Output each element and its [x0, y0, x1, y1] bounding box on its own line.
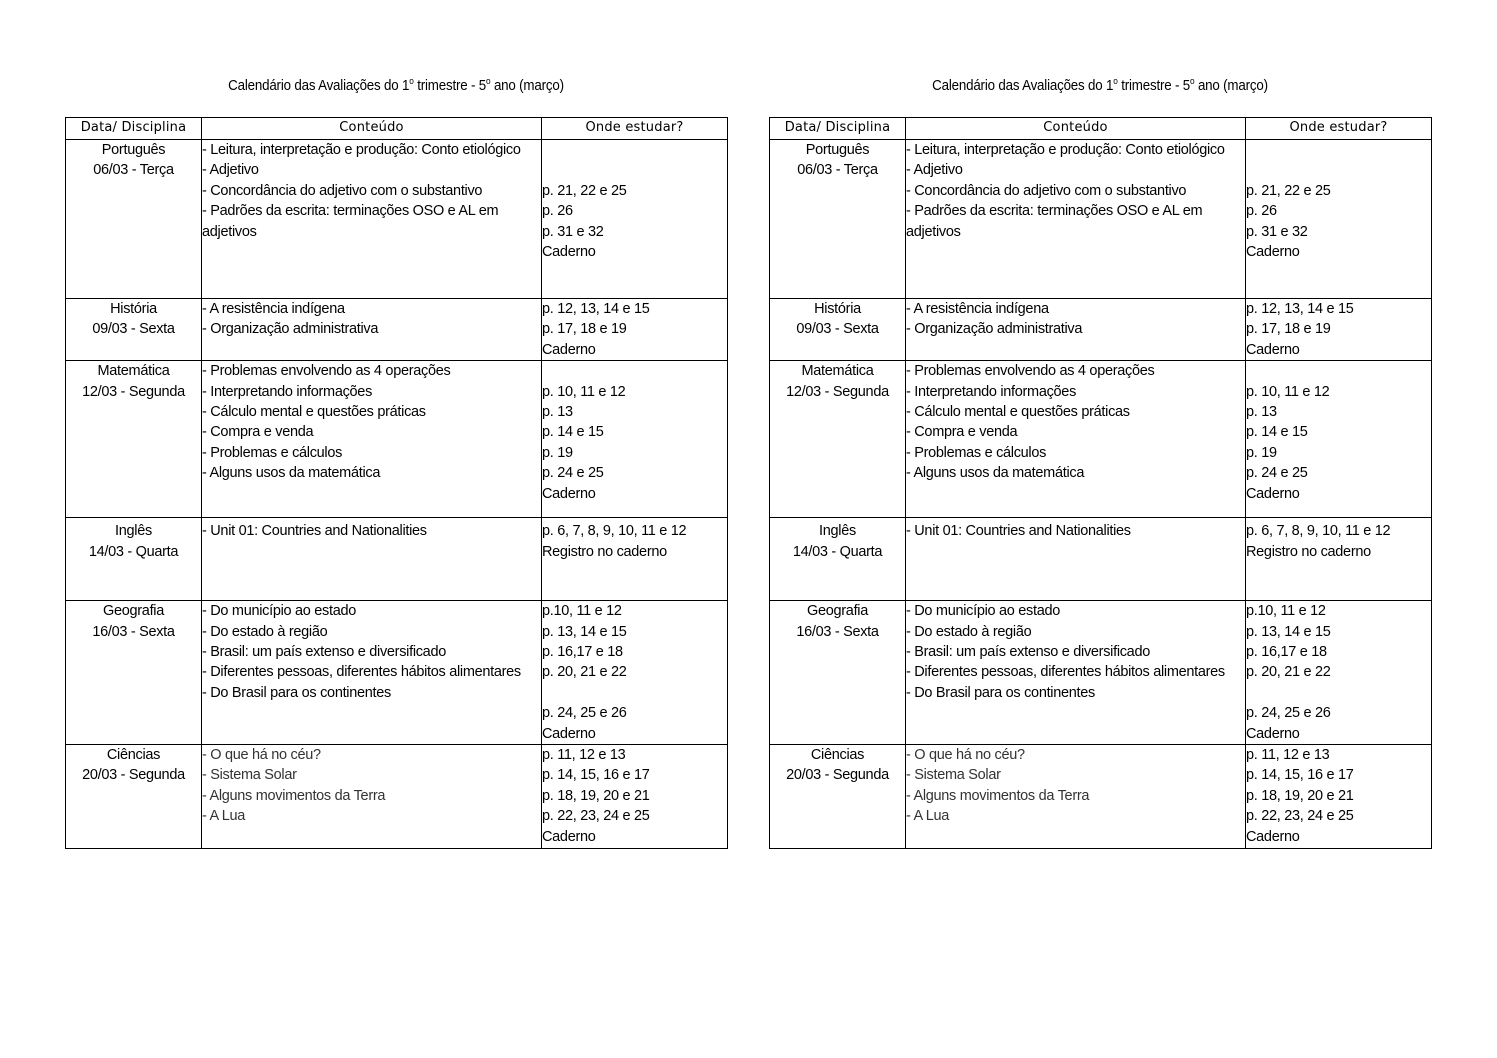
- where-item: [1246, 361, 1431, 381]
- content-item: - O que há no céu?: [906, 747, 1025, 764]
- content-item: - A Lua: [906, 808, 950, 825]
- where-item: p. 16,17 e 18: [1246, 644, 1327, 661]
- where-item: p. 19: [542, 444, 573, 461]
- exam-date: 14/03 - Quarta: [792, 543, 883, 560]
- subject-name: Português: [101, 142, 166, 158]
- content-cell: [906, 299, 1246, 361]
- where-cell: [1246, 518, 1432, 601]
- content-item: - Cálculo mental e questões práticas: [202, 404, 426, 421]
- content-item: - O que há no céu?: [202, 747, 321, 764]
- where-item: p. 13, 14 e 15: [1246, 623, 1331, 640]
- content-item: - Cálculo mental e questões práticas: [906, 404, 1130, 421]
- table-row: [770, 601, 1432, 745]
- subject-name: Português: [805, 142, 870, 158]
- exam-date: 09/03 - Sexta: [796, 321, 879, 338]
- where-item: [1246, 140, 1431, 160]
- where-item: p. 16,17 e 18: [542, 644, 623, 661]
- where-cell: [542, 518, 728, 601]
- subject-cell: [770, 299, 906, 361]
- content-item: - Interpretando informações: [906, 383, 1077, 400]
- header-content: Conteúdo: [906, 118, 1246, 140]
- where-item: Registro no caderno: [542, 543, 667, 560]
- where-item: p. 14, 15, 16 e 17: [1246, 767, 1354, 784]
- content-cell: [202, 601, 542, 745]
- content-item: - A Lua: [202, 808, 246, 825]
- content-item: - Interpretando informações: [202, 383, 373, 400]
- subject-name: Matemática: [97, 363, 170, 380]
- subject-cell: [66, 518, 202, 601]
- subject-name: História: [814, 301, 861, 317]
- header-row: [66, 118, 728, 140]
- where-item: Caderno: [1246, 341, 1300, 358]
- where-item: Caderno: [542, 341, 596, 358]
- subject-cell: [770, 745, 906, 849]
- table-row: [66, 361, 728, 518]
- content-item: - Compra e venda: [906, 424, 1018, 441]
- content-item: - Problemas e cálculos: [202, 444, 343, 461]
- content-item: - Brasil: um país extenso e diversificado: [906, 644, 1150, 661]
- table-row: [66, 299, 728, 361]
- subject-cell: [66, 361, 202, 518]
- where-item: p. 17, 18 e 19: [542, 321, 627, 338]
- content-item: - Do Brasil para os continentes: [906, 684, 1095, 701]
- where-item: p. 14 e 15: [1246, 424, 1308, 441]
- content-cell: [202, 518, 542, 601]
- where-item: Registro no caderno: [1246, 543, 1371, 560]
- content-item: - A resistência indígena: [202, 301, 345, 317]
- page-title: Calendário das Avaliações do 1$^o$ trimestre - 5$^o$ ano (março): [228, 76, 564, 94]
- where-item: p. 21, 22 e 25: [1246, 182, 1331, 199]
- subject-cell: [66, 140, 202, 299]
- where-item: p. 24, 25 e 26: [542, 705, 627, 722]
- content-cell: [202, 745, 542, 849]
- table-row: [770, 140, 1432, 299]
- header-date-subject: Data/ Disciplina: [66, 118, 202, 140]
- content-cell: [906, 361, 1246, 518]
- content-item: - Leitura, interpretação e produção: Conto etiológico: [202, 142, 521, 158]
- subject-name: Geografia: [103, 603, 164, 620]
- header-where: Onde estudar?: [542, 118, 728, 140]
- where-item: p. 18, 19, 20 e 21: [1246, 787, 1354, 804]
- content-item: - Alguns usos da matemática: [906, 465, 1085, 482]
- content-item: - A resistência indígena: [906, 301, 1049, 317]
- table-row: [66, 601, 728, 745]
- where-item: p. 24 e 25: [1246, 465, 1308, 482]
- content-item: - Padrões da escrita: terminações OSO e AL em adjetivos: [906, 203, 1203, 240]
- header-where: Onde estudar?: [1246, 118, 1432, 140]
- subject-cell: [770, 361, 906, 518]
- table-row: [66, 745, 728, 849]
- exam-date: 14/03 - Quarta: [88, 543, 179, 560]
- exam-date: 16/03 - Sexta: [796, 623, 879, 640]
- content-item: - Diferentes pessoas, diferentes hábitos alimentares: [202, 664, 521, 681]
- where-cell: [542, 299, 728, 361]
- content-item: - Organização administrativa: [202, 321, 379, 338]
- where-cell: [1246, 745, 1432, 849]
- table-row: [770, 745, 1432, 849]
- content-item: - Do estado à região: [906, 623, 1032, 640]
- table-row: [770, 361, 1432, 518]
- where-item: [542, 160, 727, 180]
- subject-cell: [66, 745, 202, 849]
- content-item: - Compra e venda: [202, 424, 314, 441]
- where-item: p. 31 e 32: [542, 223, 604, 240]
- content-item: - Problemas envolvendo as 4 operações: [906, 363, 1155, 380]
- where-item: p. 6, 7, 8, 9, 10, 11 e 12: [542, 523, 687, 540]
- content-item: - Brasil: um país extenso e diversificado: [202, 644, 446, 661]
- subject-name: Inglês: [115, 523, 152, 540]
- content-cell: [906, 518, 1246, 601]
- subject-cell: [770, 518, 906, 601]
- where-item: p. 24 e 25: [542, 465, 604, 482]
- exam-date: 20/03 - Segunda: [82, 767, 185, 784]
- subject-name: História: [110, 301, 157, 317]
- content-item: - Unit 01: Countries and Nationalities: [906, 523, 1131, 540]
- content-cell: [906, 745, 1246, 849]
- where-item: p.10, 11 e 12: [1246, 603, 1326, 620]
- content-item: - Concordância do adjetivo com o substantivo: [202, 182, 483, 199]
- exam-date: 20/03 - Segunda: [786, 767, 889, 784]
- content-cell: [906, 601, 1246, 745]
- content-item: - Problemas e cálculos: [906, 444, 1047, 461]
- subject-cell: [770, 601, 906, 745]
- where-cell: [1246, 299, 1432, 361]
- content-item: - Leitura, interpretação e produção: Conto etiológico: [906, 142, 1225, 158]
- header-row: [770, 118, 1432, 140]
- where-cell: [542, 745, 728, 849]
- where-item: p. 13: [542, 404, 573, 421]
- where-cell: [1246, 601, 1432, 745]
- content-cell: [202, 140, 542, 299]
- where-item: p. 12, 13, 14 e 15: [542, 301, 650, 317]
- content-cell: [202, 299, 542, 361]
- content-item: - Organização administrativa: [906, 321, 1083, 338]
- where-item: p. 20, 21 e 22: [1246, 664, 1331, 681]
- where-item: Caderno: [542, 725, 596, 742]
- content-item: - Diferentes pessoas, diferentes hábitos alimentares: [906, 664, 1225, 681]
- where-item: p. 11, 12 e 13: [542, 747, 626, 764]
- where-item: Caderno: [542, 244, 596, 261]
- where-item: p. 10, 11 e 12: [542, 383, 626, 400]
- where-item: p. 12, 13, 14 e 15: [1246, 301, 1354, 317]
- where-item: p. 22, 23, 24 e 25: [542, 808, 650, 825]
- exam-date: 06/03 - Terça: [797, 162, 878, 179]
- header-content: Conteúdo: [202, 118, 542, 140]
- subject-cell: [770, 140, 906, 299]
- where-item: Caderno: [1246, 244, 1300, 261]
- content-cell: [906, 140, 1246, 299]
- where-item: p. 10, 11 e 12: [1246, 383, 1330, 400]
- where-item: [542, 683, 727, 703]
- where-item: p. 6, 7, 8, 9, 10, 11 e 12: [1246, 523, 1391, 540]
- where-item: p. 21, 22 e 25: [542, 182, 627, 199]
- content-item: - Do Brasil para os continentes: [202, 684, 391, 701]
- exam-date: 12/03 - Segunda: [82, 383, 185, 400]
- content-item: - Unit 01: Countries and Nationalities: [202, 523, 427, 540]
- where-item: p. 31 e 32: [1246, 223, 1308, 240]
- content-item: - Adjetivo: [906, 162, 963, 179]
- content-cell: [202, 361, 542, 518]
- where-item: [542, 361, 727, 381]
- page-title: Calendário das Avaliações do 1$^o$ trimestre - 5$^o$ ano (março): [932, 76, 1268, 94]
- where-item: p. 24, 25 e 26: [1246, 705, 1331, 722]
- where-item: p. 26: [1246, 203, 1277, 220]
- where-item: Caderno: [542, 485, 596, 502]
- where-item: [1246, 160, 1431, 180]
- where-item: [1246, 683, 1431, 703]
- where-item: Caderno: [1246, 485, 1300, 502]
- exam-date: 16/03 - Sexta: [92, 623, 175, 640]
- content-item: - Alguns movimentos da Terra: [202, 787, 386, 804]
- where-item: p.10, 11 e 12: [542, 603, 622, 620]
- content-item: - Problemas envolvendo as 4 operações: [202, 363, 451, 380]
- content-item: - Alguns movimentos da Terra: [906, 787, 1090, 804]
- where-item: p. 11, 12 e 13: [1246, 747, 1330, 764]
- content-item: - Sistema Solar: [202, 767, 297, 784]
- header-date-subject: Data/ Disciplina: [770, 118, 906, 140]
- content-item: - Do município ao estado: [202, 603, 356, 620]
- subject-name: Ciências: [106, 747, 161, 764]
- where-item: p. 13: [1246, 404, 1277, 421]
- where-item: Caderno: [1246, 828, 1300, 845]
- schedule-table: [65, 117, 728, 849]
- where-item: p. 14 e 15: [542, 424, 604, 441]
- exam-date: 09/03 - Sexta: [92, 321, 175, 338]
- subject-name: Matemática: [801, 363, 874, 380]
- content-item: - Sistema Solar: [906, 767, 1001, 784]
- subject-cell: [66, 299, 202, 361]
- exam-date: 12/03 - Segunda: [786, 383, 889, 400]
- where-cell: [542, 140, 728, 299]
- table-row: [66, 518, 728, 601]
- where-cell: [1246, 140, 1432, 299]
- where-cell: [542, 361, 728, 518]
- subject-name: Inglês: [819, 523, 856, 540]
- table-row: [66, 140, 728, 299]
- where-item: p. 20, 21 e 22: [542, 664, 627, 681]
- table-row: [770, 518, 1432, 601]
- where-item: p. 13, 14 e 15: [542, 623, 627, 640]
- subject-cell: [66, 601, 202, 745]
- schedule-table: [769, 117, 1432, 849]
- table-row: [770, 299, 1432, 361]
- content-item: - Do município ao estado: [906, 603, 1060, 620]
- exam-date: 06/03 - Terça: [93, 162, 174, 179]
- where-item: [542, 140, 727, 160]
- where-item: p. 18, 19, 20 e 21: [542, 787, 650, 804]
- where-cell: [542, 601, 728, 745]
- subject-name: Ciências: [810, 747, 865, 764]
- where-item: Caderno: [1246, 725, 1300, 742]
- content-item: - Alguns usos da matemática: [202, 465, 381, 482]
- where-item: p. 17, 18 e 19: [1246, 321, 1331, 338]
- where-item: p. 26: [542, 203, 573, 220]
- where-item: p. 14, 15, 16 e 17: [542, 767, 650, 784]
- content-item: - Padrões da escrita: terminações OSO e AL em adjetivos: [202, 203, 499, 240]
- content-item: - Do estado à região: [202, 623, 328, 640]
- content-item: - Adjetivo: [202, 162, 259, 179]
- where-item: Caderno: [542, 828, 596, 845]
- subject-name: Geografia: [807, 603, 868, 620]
- where-cell: [1246, 361, 1432, 518]
- content-item: - Concordância do adjetivo com o substantivo: [906, 182, 1187, 199]
- where-item: p. 22, 23, 24 e 25: [1246, 808, 1354, 825]
- where-item: p. 19: [1246, 444, 1277, 461]
